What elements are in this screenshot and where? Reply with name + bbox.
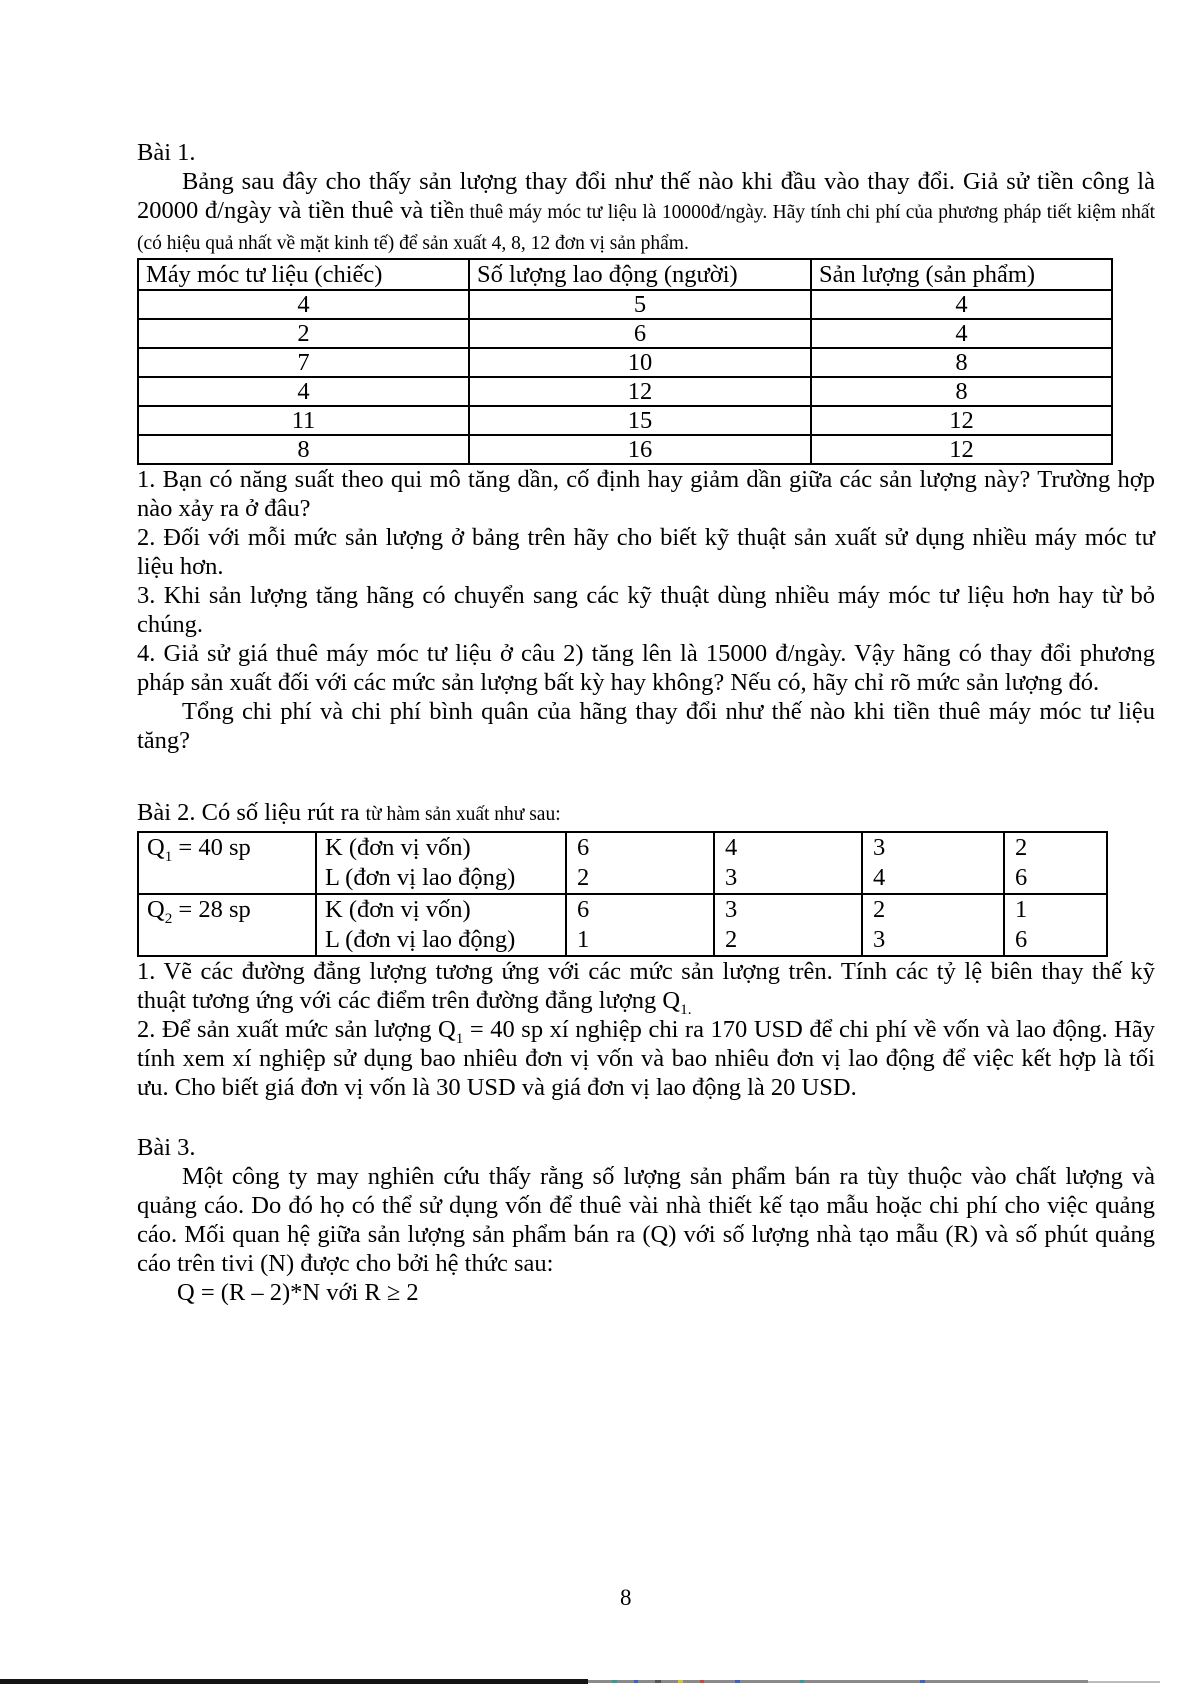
k-value: 6 — [577, 896, 590, 923]
q-symbol: Q — [147, 834, 165, 861]
table-cell: 11 — [138, 406, 469, 435]
table-cell — [714, 832, 862, 894]
table-cell: 4 — [811, 290, 1112, 319]
l-value: 3 — [873, 926, 886, 953]
q-subscript: 2 — [164, 909, 173, 927]
l-value: 6 — [1015, 864, 1028, 891]
bai2-question-1 — [137, 957, 1155, 1018]
l-value: 4 — [873, 864, 886, 891]
bai2-question-1-text: 1. Vẽ các đường đẳng lượng tương ứng với các mức sản lượng trên. Tính các tỷ lệ biên thay thế kỹ thuật tương ứng với các điểm trên đường đẳng lượng Q — [137, 958, 1155, 1014]
bai1-table — [137, 258, 1113, 465]
bai1-title: Bài 1. — [137, 139, 196, 166]
bai2-title-small-text: từ hàm sản xuất như sau: — [365, 804, 561, 825]
table-cell: 12 — [469, 377, 811, 406]
scan-artifact-speck — [735, 1680, 740, 1683]
table-cell — [714, 894, 862, 956]
l-value: 6 — [1015, 926, 1028, 953]
q-value: = 28 sp — [172, 896, 251, 923]
table-row — [138, 406, 1112, 435]
table-cell — [1004, 894, 1107, 956]
q-subscript: 1 — [455, 1029, 464, 1047]
table-header-cell: Máy móc tư liệu (chiếc) — [138, 259, 469, 290]
table-cell: 8 — [811, 377, 1112, 406]
table-cell: 12 — [811, 435, 1112, 464]
table-row — [138, 377, 1112, 406]
bai1-question-3: 3. Khi sản lượng tăng hãng có chuyển sang các kỹ thuật dùng nhiều máy móc tư liệu hơn hay từ bỏ chúng. — [137, 582, 1155, 638]
k-value: 3 — [873, 834, 886, 861]
table-row — [138, 348, 1112, 377]
l-label: L (đơn vị lao động) — [325, 926, 516, 953]
table-cell: 8 — [138, 435, 469, 464]
scan-artifact-speck — [612, 1680, 617, 1683]
page-content — [137, 138, 1155, 1307]
table-cell: 8 — [811, 348, 1112, 377]
table-cell-kl-labels — [316, 832, 566, 894]
bai1-intro-small-text: n thuê máy móc tư liệu là 10000đ/ngày. Hãy tính chi phí của phương pháp tiết kiệm nhất (có hiệu quả nhất về mặt kinh tế) để sản xuất 4, 8, 12 đơn vị sản phẩm. — [137, 202, 1155, 254]
scan-artifact-speck — [700, 1680, 704, 1683]
table-cell — [566, 894, 714, 956]
q-value: = 40 sp — [172, 834, 251, 861]
table-row — [138, 435, 1112, 464]
k-label: K (đơn vị vốn) — [325, 834, 471, 861]
l-value: 2 — [577, 864, 590, 891]
table-cell — [862, 894, 1004, 956]
table-header-cell: Số lượng lao động (người) — [469, 259, 811, 290]
table-cell: 5 — [469, 290, 811, 319]
scan-artifact-speck — [634, 1680, 638, 1683]
table-cell-q2-label — [138, 894, 316, 956]
scan-artifact-speck — [920, 1680, 925, 1683]
bai2-title-large-text: Bài 2. Có số liệu rút ra — [137, 799, 366, 826]
bai2-table — [137, 831, 1108, 957]
l-value: 1 — [577, 926, 590, 953]
l-value: 3 — [725, 864, 738, 891]
scan-artifact-segment — [0, 1679, 588, 1684]
table-cell: 4 — [811, 319, 1112, 348]
k-label: K (đơn vị vốn) — [325, 896, 471, 923]
table-cell: 12 — [811, 406, 1112, 435]
l-label: L (đơn vị lao động) — [325, 864, 516, 891]
table-row — [138, 832, 1107, 894]
table-cell-kl-labels — [316, 894, 566, 956]
k-value: 2 — [873, 896, 886, 923]
bai1-question-2: 2. Đối với mỗi mức sản lượng ở bảng trên hãy cho biết kỹ thuật sản xuất sử dụng nhiều máy móc tư liệu hơn. — [137, 524, 1155, 580]
table-cell: 4 — [138, 377, 469, 406]
bai2-title — [137, 798, 1155, 829]
bai1-intro-large-text: Bảng sau đây cho thấy sản lượng thay đổi như thế nào khi đầu vào thay đổi. Giả sử tiền công là 20000 đ/ngày và tiền thuê và tiề — [137, 168, 1155, 224]
bai3-formula: Q = (R – 2)*N với R ≥ 2 — [177, 1279, 419, 1306]
bai2-question-2-text: 2. Để sản xuất mức sản lượng Q — [137, 1016, 456, 1043]
table-row — [138, 894, 1107, 956]
bai2-question-2-text: = 40 sp xí nghiệp chi ra 170 USD để chi phí về vốn và lao động. Hãy tính xem xí nghiệp sử dụng bao nhiêu đơn vị vốn và bao nhiêu đơn vị lao động để việc kết hợp là tối ưu. Cho biết giá đơn vị vốn là 30 USD và giá đơn vị lao động là 20 USD. — [137, 1016, 1155, 1101]
table-cell: 2 — [138, 319, 469, 348]
scan-artifact-speck — [800, 1680, 804, 1683]
table-cell: 6 — [469, 319, 811, 348]
q-subscript: 1 — [164, 847, 173, 865]
table-cell — [566, 832, 714, 894]
l-value: 2 — [725, 926, 738, 953]
bai3-paragraph: Một công ty may nghiên cứu thấy rằng số lượng sản phẩm bán ra tùy thuộc vào chất lượng và quảng cáo. Do đó họ có thể sử dụng vốn để thuê vài nhà thiết kế tạo mẫu hoặc chi phí cho việc quảng cáo. Mối quan hệ giữa sản lượng sản phẩm bán ra (Q) với số lượng nhà tạo mẫu (R) và số phút quảng cáo trên tivi (N) được cho bởi hệ thức sau: — [137, 1163, 1155, 1277]
q-symbol: Q — [147, 896, 165, 923]
table-header-row — [138, 259, 1112, 290]
scan-artifact-segment — [588, 1680, 1088, 1683]
k-value: 4 — [725, 834, 738, 861]
bai1-intro-paragraph — [137, 167, 1155, 258]
scan-artifact-bar — [0, 1677, 1191, 1685]
k-value: 6 — [577, 834, 590, 861]
table-row — [138, 290, 1112, 319]
page-number: 8 — [620, 1585, 632, 1610]
k-value: 2 — [1015, 834, 1028, 861]
table-cell-q1-label — [138, 832, 316, 894]
bai1-question-1: 1. Bạn có năng suất theo qui mô tăng dần, cố định hay giảm dần giữa các sản lượng này? Trường hợp nào xảy ra ở đâu? — [137, 466, 1155, 522]
bai1-question-4: 4. Giả sử giá thuê máy móc tư liệu ở câu 2) tăng lên là 15000 đ/ngày. Vậy hãng có thay đổi phương pháp sản xuất đối với các mức sản lượng bất kỳ hay không? Nếu có, hãy chỉ rõ mức sản lượng đó. — [137, 640, 1155, 696]
table-header-cell: Sản lượng (sản phẩm) — [811, 259, 1112, 290]
table-cell: 10 — [469, 348, 811, 377]
table-row — [138, 319, 1112, 348]
bai1-closing-paragraph: Tổng chi phí và chi phí bình quân của hãng thay đổi như thế nào khi tiền thuê máy móc tư liệu tăng? — [137, 698, 1155, 754]
q-subscript: 1. — [680, 1000, 692, 1018]
table-cell: 16 — [469, 435, 811, 464]
bai2-question-2 — [137, 1015, 1155, 1102]
k-value: 3 — [725, 896, 738, 923]
table-cell: 4 — [138, 290, 469, 319]
scan-artifact-speck — [678, 1680, 683, 1683]
bai3-title: Bài 3. — [137, 1134, 196, 1161]
scan-artifact-speck — [655, 1680, 661, 1683]
table-cell: 7 — [138, 348, 469, 377]
table-cell — [1004, 832, 1107, 894]
k-value: 1 — [1015, 896, 1028, 923]
scan-artifact-segment — [1088, 1681, 1160, 1683]
table-cell — [862, 832, 1004, 894]
table-cell: 15 — [469, 406, 811, 435]
